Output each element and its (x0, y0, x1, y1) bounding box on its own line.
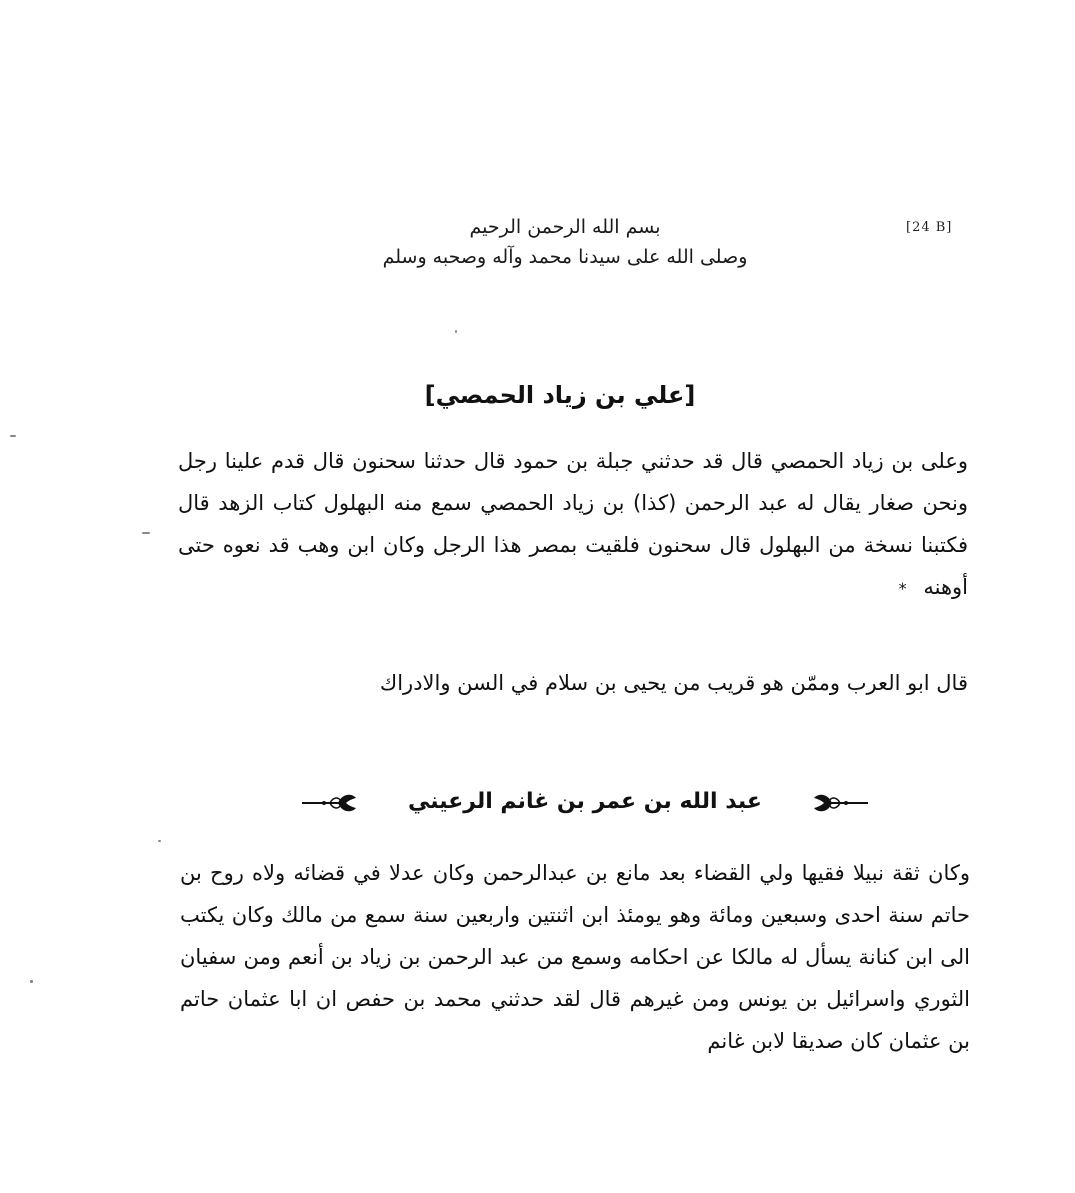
ornament-right-icon (810, 790, 870, 816)
basmala-line-2: وصلى الله على سيدنا محمد وآله وصحبه وسلم (382, 246, 748, 268)
paragraph-text: وعلى بن زياد الحمصي قال قد حدثني جبلة بن حمود قال حدثنا سحنون قال قدم علينا رجل ونحن صغار يقال له عبد الرحمن (كذا) بن زياد الحمصي سمع منه البهلول كتاب الزهد قال فكتبنا نسخة من البهلول قال سحنون فلقيت بمصر هذا الرجل وكان ابن وهب قد نعوه حتى أوهنه (178, 449, 968, 599)
ornament-left-icon (300, 790, 360, 816)
basmala-block (280, 212, 850, 272)
scan-speck (142, 532, 150, 534)
scan-speck (158, 840, 161, 842)
scan-speck (10, 435, 16, 437)
star-mark: * (898, 579, 907, 598)
scan-speck (30, 980, 33, 983)
section-title-ali-ibn-ziyad: [علي بن زياد الحمصي] (424, 381, 696, 409)
paragraph-ali-ibn-ziyad (178, 440, 968, 610)
paragraph-abu-al-arab: قال ابو العرب وممّن هو قريب من يحيى بن سلام في السن والادراك (379, 671, 968, 695)
scan-speck (455, 330, 457, 333)
basmala-line-1: بسم الله الرحمن الرحيم (469, 216, 661, 238)
folio-number: [24 B] (906, 220, 953, 235)
section-title-row (300, 782, 870, 826)
paragraph-abdallah-ibn-umar: وكان ثقة نبيلا فقيها ولي القضاء بعد مانع بن عبدالرحمن وكان عدلا في قضائه ولاه روح بن حاتم سنة احدى وسبعين ومائة وهو يومئذ ابن اثنتين واربعين سنة سمع من مالك وكان يكتب الى ابن كنانة يسأل له مالكا عن احكامه وسمع من عبد الرحمن بن زياد بن أنعم ومن سفيان الثوري واسرائيل بن يونس ومن غيرهم قال لقد حدثني محمد بن حفص ان ابا عثمان حاتم بن عثمان كان صديقا لابن غانم (180, 861, 970, 1053)
section-title-abdallah-ibn-umar: عبد الله بن عمر بن غانم الرعيني (408, 789, 762, 814)
